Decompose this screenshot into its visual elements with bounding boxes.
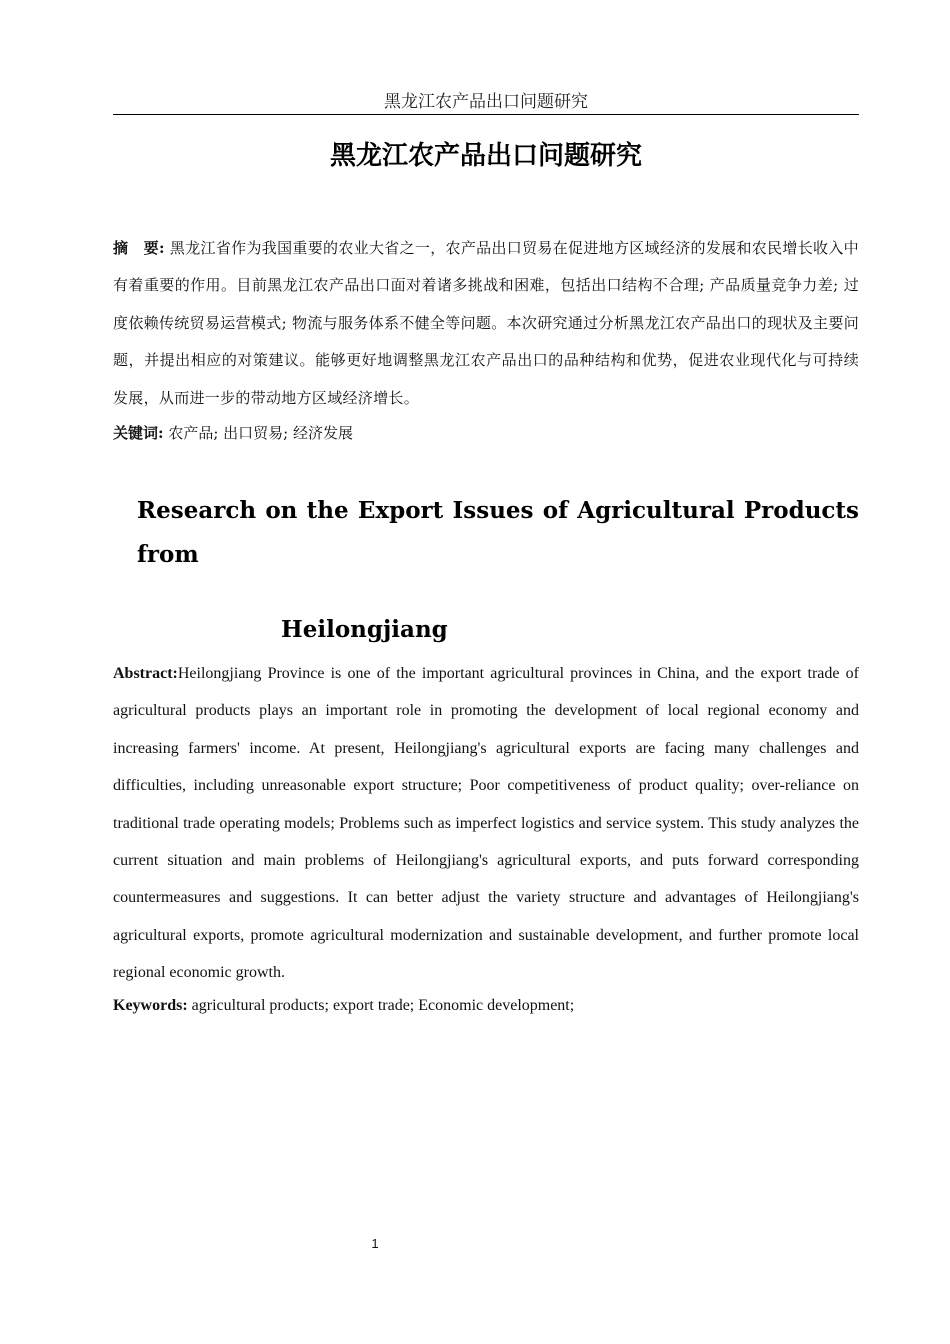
chinese-keywords	[113, 418, 859, 448]
chinese-keywords-label: 关键词:	[113, 424, 164, 442]
english-title-line-1: Research on the Export Issues of Agricultural Products from	[137, 497, 859, 568]
running-header-title: 黑龙江农产品出口问题研究	[384, 92, 588, 112]
chinese-title: 黑龙江农产品出口问题研究	[329, 141, 642, 171]
english-abstract-text: Heilongjiang Province is one of the important agricultural provinces in China, and the export trade of agricultural products plays an important role in promoting the development of local regional economy and increasing farmers' income. At present, Heilongjiang's agricultural exports are facing many challenges and difficulties, including unreasonable export structure; Poor competitiveness of product quality; over-reliance on traditional trade operating models; Problems such as imperfect logistics and service system. This study analyzes the current situation and main problems of Heilongjiang's agricultural exports, and puts forward corresponding countermeasures and suggestions. It can better adjust the variety structure and advantages of Heilongjiang's agricultural exports, promote agricultural modernization and sustainable development, and further promote local regional economic growth.	[113, 665, 859, 982]
page-number: 1	[371, 1236, 379, 1251]
english-title-line-2: Heilongjiang	[281, 616, 448, 643]
chinese-abstract	[113, 230, 859, 417]
english-title	[137, 489, 859, 652]
english-abstract	[113, 655, 859, 992]
english-keywords	[113, 992, 859, 1020]
running-header	[113, 90, 859, 115]
chinese-abstract-text: 黑龙江省作为我国重要的农业大省之一，农产品出口贸易在促进地方区域经济的发展和农民增长收入中有着重要的作用。目前黑龙江农产品出口面对着诸多挑战和困难，包括出口结构不合理; 产品质量竞争力差; 过度依赖传统贸易运营模式; 物流与服务体系不健全等问题。本次研究通过分析黑龙江农产品出口的现状及主要问题，并提出相应的对策建议。能够更好地调整黑龙江农产品出口的品种结构和优势，促进农业现代化与可持续发展，从而进一步的带动地方区域经济增长。	[113, 239, 859, 407]
english-keywords-label: Keywords:	[113, 997, 188, 1014]
english-abstract-label: Abstract:	[113, 665, 178, 682]
chinese-keywords-text: 农产品; 出口贸易; 经济发展	[168, 424, 353, 442]
english-keywords-text: agricultural products; export trade; Economic development;	[187, 997, 575, 1014]
chinese-abstract-label: 摘 要:	[113, 239, 165, 257]
